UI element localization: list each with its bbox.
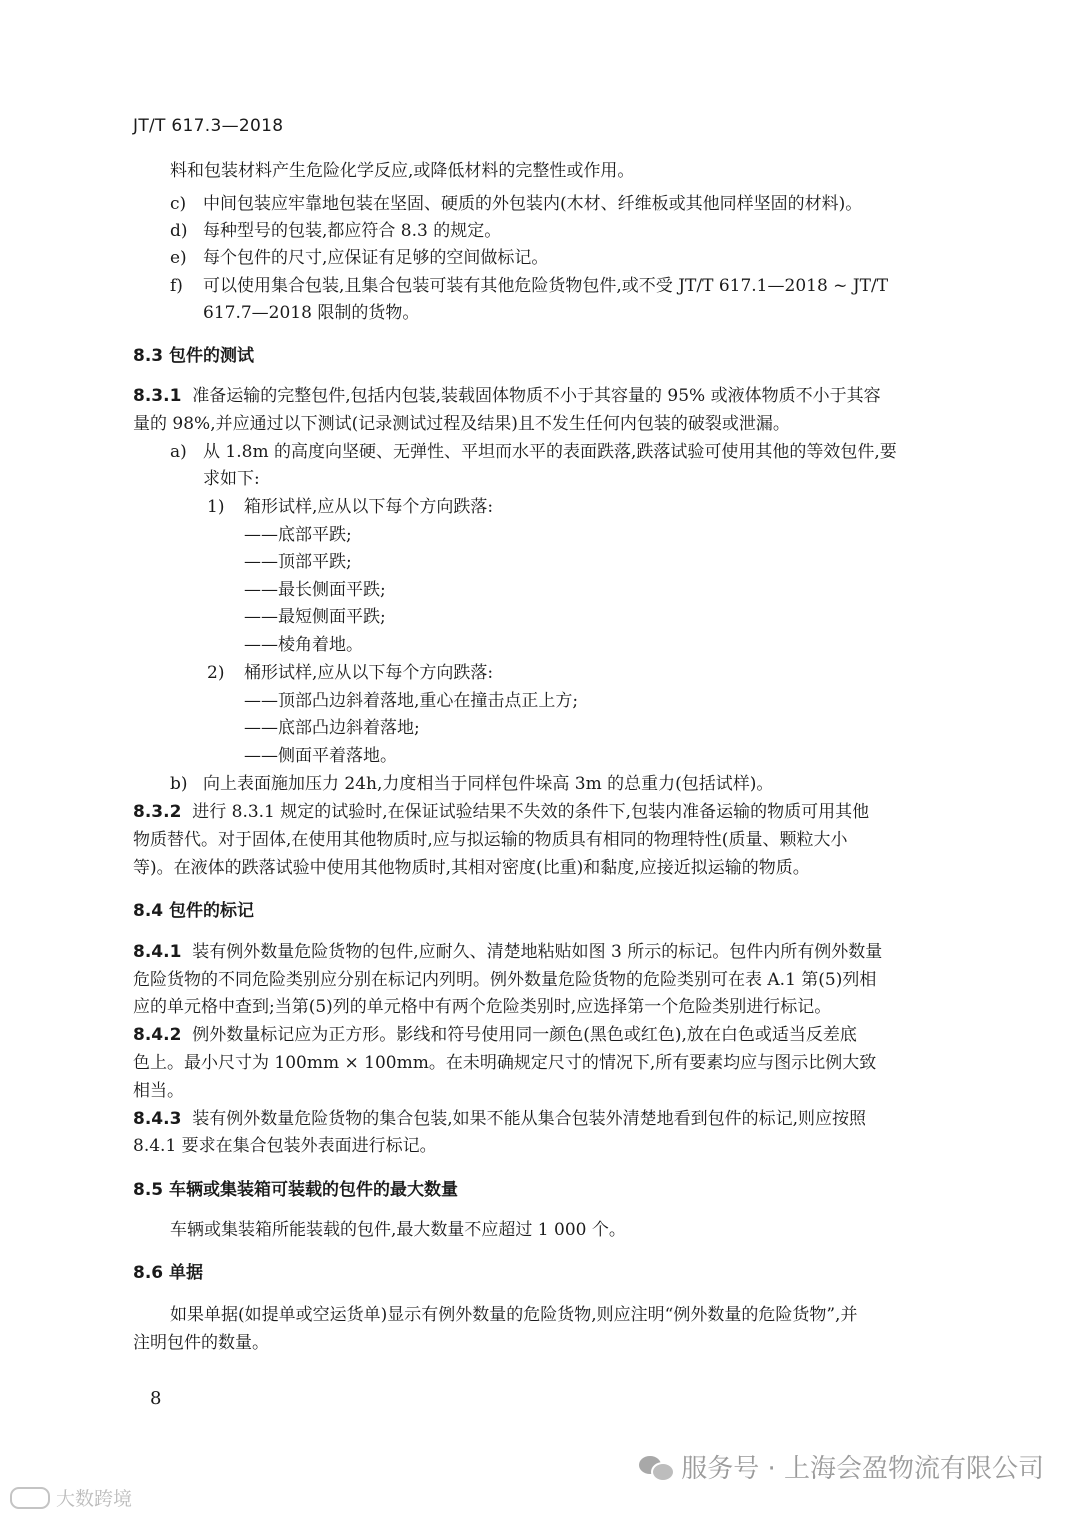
section-heading-8-4: 8.4 包件的标记 xyxy=(133,901,255,921)
sub-text: 桶形试样,应从以下每个方向跌落: xyxy=(244,663,494,683)
list-text: 每种型号的包装,都应符合 8.3 的规定。 xyxy=(203,221,502,241)
paragraph-line: 车辆或集装箱所能装载的包件,最大数量不应超过 1 000 个。 xyxy=(170,1220,626,1240)
clause-number: 8.4.1 xyxy=(133,942,182,962)
clause-8-3-2 xyxy=(133,801,869,823)
watermark-text: 大数跨境 xyxy=(56,1488,133,1510)
paragraph-line: 注明包件的数量。 xyxy=(133,1333,269,1353)
sub-label: 1) xyxy=(207,497,225,517)
clause-number: 8.3.1 xyxy=(133,386,182,406)
list-item-c xyxy=(170,193,862,215)
page-number: 8 xyxy=(150,1388,162,1409)
paragraph-line: 8.4.1 要求在集合包装外表面进行标记。 xyxy=(133,1136,437,1156)
clause-text: 例外数量标记应为正方形。影线和符号使用同一颜色(黑色或红色),放在白色或适当反差底 xyxy=(192,1025,857,1045)
clause-text: 准备运输的完整包件,包括内包装,装载固体物质不小于其容量的 95% 或液体物质不小于其容 xyxy=(192,386,881,406)
wechat-icon xyxy=(639,1454,673,1480)
paragraph-line: 相当。 xyxy=(133,1081,184,1101)
sub-item-2 xyxy=(207,662,493,684)
list-label: f) xyxy=(170,276,183,296)
list-text: 可以使用集合包装,且集合包装可装有其他危险货物包件,或不受 JT/T 617.1—2018 ~ JT/T xyxy=(203,276,889,296)
list-label: b) xyxy=(170,774,188,794)
wechat-watermark xyxy=(639,1448,1044,1485)
logo-icon xyxy=(10,1487,50,1509)
clause-number: 8.4.3 xyxy=(133,1109,182,1129)
clause-text: 进行 8.3.1 规定的试验时,在保证试验结果不失效的条件下,包装内准备运输的物质可用其他 xyxy=(192,802,870,822)
list-text: 从 1.8m 的高度向坚硬、无弹性、平坦而水平的表面跌落,跌落试验可使用其他的等效包件,要 xyxy=(203,442,897,462)
paragraph-line: 色上。最小尺寸为 100mm × 100mm。在未明确规定尺寸的情况下,所有要素均应与图示比例大致 xyxy=(133,1053,877,1073)
clause-8-4-1 xyxy=(133,941,882,963)
source-watermark xyxy=(10,1484,132,1511)
paragraph-line: 料和包装材料产生危险化学反应,或降低材料的完整性或作用。 xyxy=(170,161,635,181)
paragraph-line: 应的单元格中查到;当第(5)列的单元格中有两个危险类别时,应选择第一个危险类别进行标记。 xyxy=(133,997,832,1017)
section-heading-8-6: 8.6 单据 xyxy=(133,1263,204,1283)
dash-item: ——底部凸边斜着落地; xyxy=(244,718,420,738)
list-item-d xyxy=(170,220,501,242)
sub-item-1 xyxy=(207,496,493,518)
clause-8-4-3 xyxy=(133,1108,866,1130)
watermark-text: 服务号 · 上海会盈物流有限公司 xyxy=(681,1454,1044,1484)
clause-text: 装有例外数量危险货物的包件,应耐久、清楚地粘贴如图 3 所示的标记。包件内所有例外数量 xyxy=(192,942,883,962)
list-text: 中间包装应牢靠地包装在坚固、硬质的外包装内(木材、纤维板或其他同样坚固的材料)。 xyxy=(203,194,863,214)
list-text: 每个包件的尺寸,应保证有足够的空间做标记。 xyxy=(203,248,549,268)
clause-number: 8.3.2 xyxy=(133,802,182,822)
list-item-a xyxy=(170,441,897,463)
clause-8-4-2 xyxy=(133,1024,857,1046)
section-heading-8-5: 8.5 车辆或集装箱可装载的包件的最大数量 xyxy=(133,1180,459,1200)
list-label: d) xyxy=(170,221,188,241)
list-item-f xyxy=(170,275,888,297)
dash-item: ——侧面平着落地。 xyxy=(244,746,397,766)
list-item-e xyxy=(170,247,548,269)
clause-text: 装有例外数量危险货物的集合包装,如果不能从集合包装外清楚地看到包件的标记,则应按照 xyxy=(192,1109,867,1129)
standard-header: JT/T 617.3—2018 xyxy=(133,116,284,136)
list-label: a) xyxy=(170,442,187,462)
list-item-f-cont: 617.7—2018 限制的货物。 xyxy=(203,303,420,323)
clause-number: 8.4.2 xyxy=(133,1025,182,1045)
section-heading-8-3: 8.3 包件的测试 xyxy=(133,346,255,366)
paragraph-line: 危险货物的不同危险类别应分别在标记内列明。例外数量危险货物的危险类别可在表 A.1 第(5)列相 xyxy=(133,970,877,990)
dash-item: ——底部平跌; xyxy=(244,525,352,545)
dash-item: ——棱角着地。 xyxy=(244,635,363,655)
paragraph-line: 量的 98%,并应通过以下测试(记录测试过程及结果)且不发生任何内包装的破裂或泄漏。 xyxy=(133,414,790,434)
list-label: e) xyxy=(170,248,187,268)
dash-item: ——顶部平跌; xyxy=(244,552,352,572)
dash-item: ——顶部凸边斜着落地,重心在撞击点正上方; xyxy=(244,691,579,711)
list-text: 向上表面施加压力 24h,力度相当于同样包件垛高 3m 的总重力(包括试样)。 xyxy=(203,774,774,794)
sub-text: 箱形试样,应从以下每个方向跌落: xyxy=(244,497,494,517)
list-label: c) xyxy=(170,194,187,214)
paragraph-line: 等)。在液体的跌落试验中使用其他物质时,其相对密度(比重)和黏度,应接近拟运输的物质。 xyxy=(133,858,810,878)
sub-label: 2) xyxy=(207,663,225,683)
paragraph-line: 如果单据(如提单或空运货单)显示有例外数量的危险货物,则应注明“例外数量的危险货物”,并 xyxy=(170,1305,858,1325)
clause-8-3-1 xyxy=(133,385,881,407)
dash-item: ——最长侧面平跌; xyxy=(244,580,386,600)
list-item-b xyxy=(170,773,773,795)
dash-item: ——最短侧面平跌; xyxy=(244,607,386,627)
list-item-a-cont: 求如下: xyxy=(203,469,260,489)
paragraph-line: 物质替代。对于固体,在使用其他物质时,应与拟运输的物质具有相同的物理特性(质量、颗粒大小 xyxy=(133,830,848,850)
